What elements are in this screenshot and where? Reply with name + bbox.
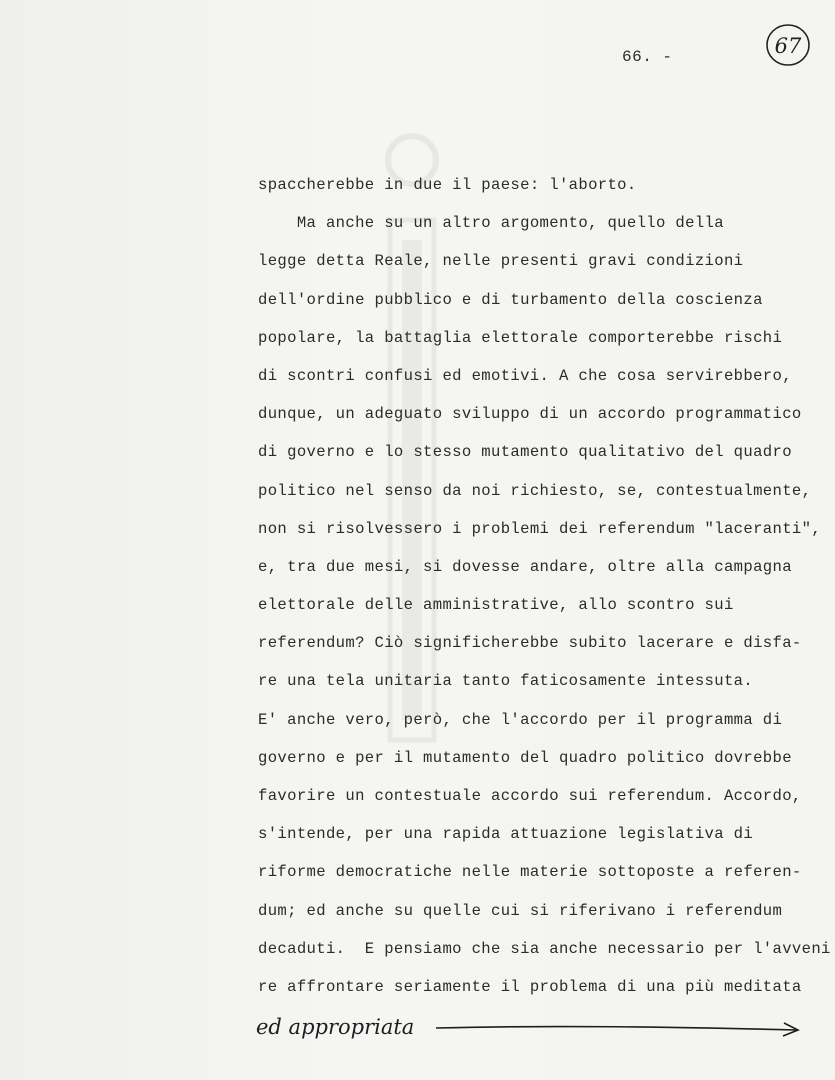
text-line: di scontri confusi ed emotivi. A che cosa servirebbero, xyxy=(258,366,792,385)
handwritten-note: ed appropriata xyxy=(256,1015,415,1039)
text-line: riforme democratiche nelle materie sottoposte a referen- xyxy=(258,863,802,882)
typewritten-text xyxy=(258,173,834,1013)
text-line: referendum? Ciò significherebbe subito lacerare e disfa- xyxy=(258,634,802,653)
text-line: governo e per il mutamento del quadro politico dovrebbe xyxy=(258,748,792,767)
handwritten-annotation xyxy=(256,1008,816,1048)
text-line: E' anche vero, però, che l'accordo per il programma di xyxy=(258,710,783,729)
text-line: e, tra due mesi, si dovesse andare, oltre alla campagna xyxy=(258,557,792,576)
text-line: legge detta Reale, nelle presenti gravi condizioni xyxy=(258,252,744,271)
text-line: politico nel senso da noi richiesto, se, contestualmente, xyxy=(258,481,812,500)
text-line: favorire un contestuale accordo sui referendum. Accordo, xyxy=(258,787,802,805)
archive-page-number-circled xyxy=(764,22,812,68)
text-line: elettorale delle amministrative, allo scontro sui xyxy=(258,596,734,615)
arrow-line xyxy=(436,1027,796,1030)
svg-text:67: 67 xyxy=(774,34,802,58)
page-number: 66. - xyxy=(622,48,673,66)
text-line: di governo e lo stesso mutamento qualitativo del quadro xyxy=(258,443,792,462)
text-line: dell'ordine pubblico e di turbamento della coscienza xyxy=(258,290,763,309)
text-line: re una tela unitaria tanto faticosamente intessuta. xyxy=(258,672,754,691)
text-line: decaduti. E pensiamo che sia anche necessario per l'avveni xyxy=(258,939,831,958)
text-line: re affrontare seriamente il problema di una più meditata xyxy=(258,977,802,996)
text-line: dum; ed anche su quelle cui si riferivano i referendum xyxy=(258,901,783,920)
text-line: spaccherebbe in due il paese: l'aborto. xyxy=(258,176,637,194)
text-line: non si risolvessero i problemi dei referendum "laceranti", xyxy=(258,519,822,538)
text-line: popolare, la battaglia elettorale comporterebbe rischi xyxy=(258,328,783,347)
text-line: Ma anche su un altro argomento, quello della xyxy=(258,214,724,233)
text-line: dunque, un adeguato sviluppo di un accordo programmatico xyxy=(258,405,802,424)
text-line: s'intende, per una rapida attuazione legislativa di xyxy=(258,825,754,844)
